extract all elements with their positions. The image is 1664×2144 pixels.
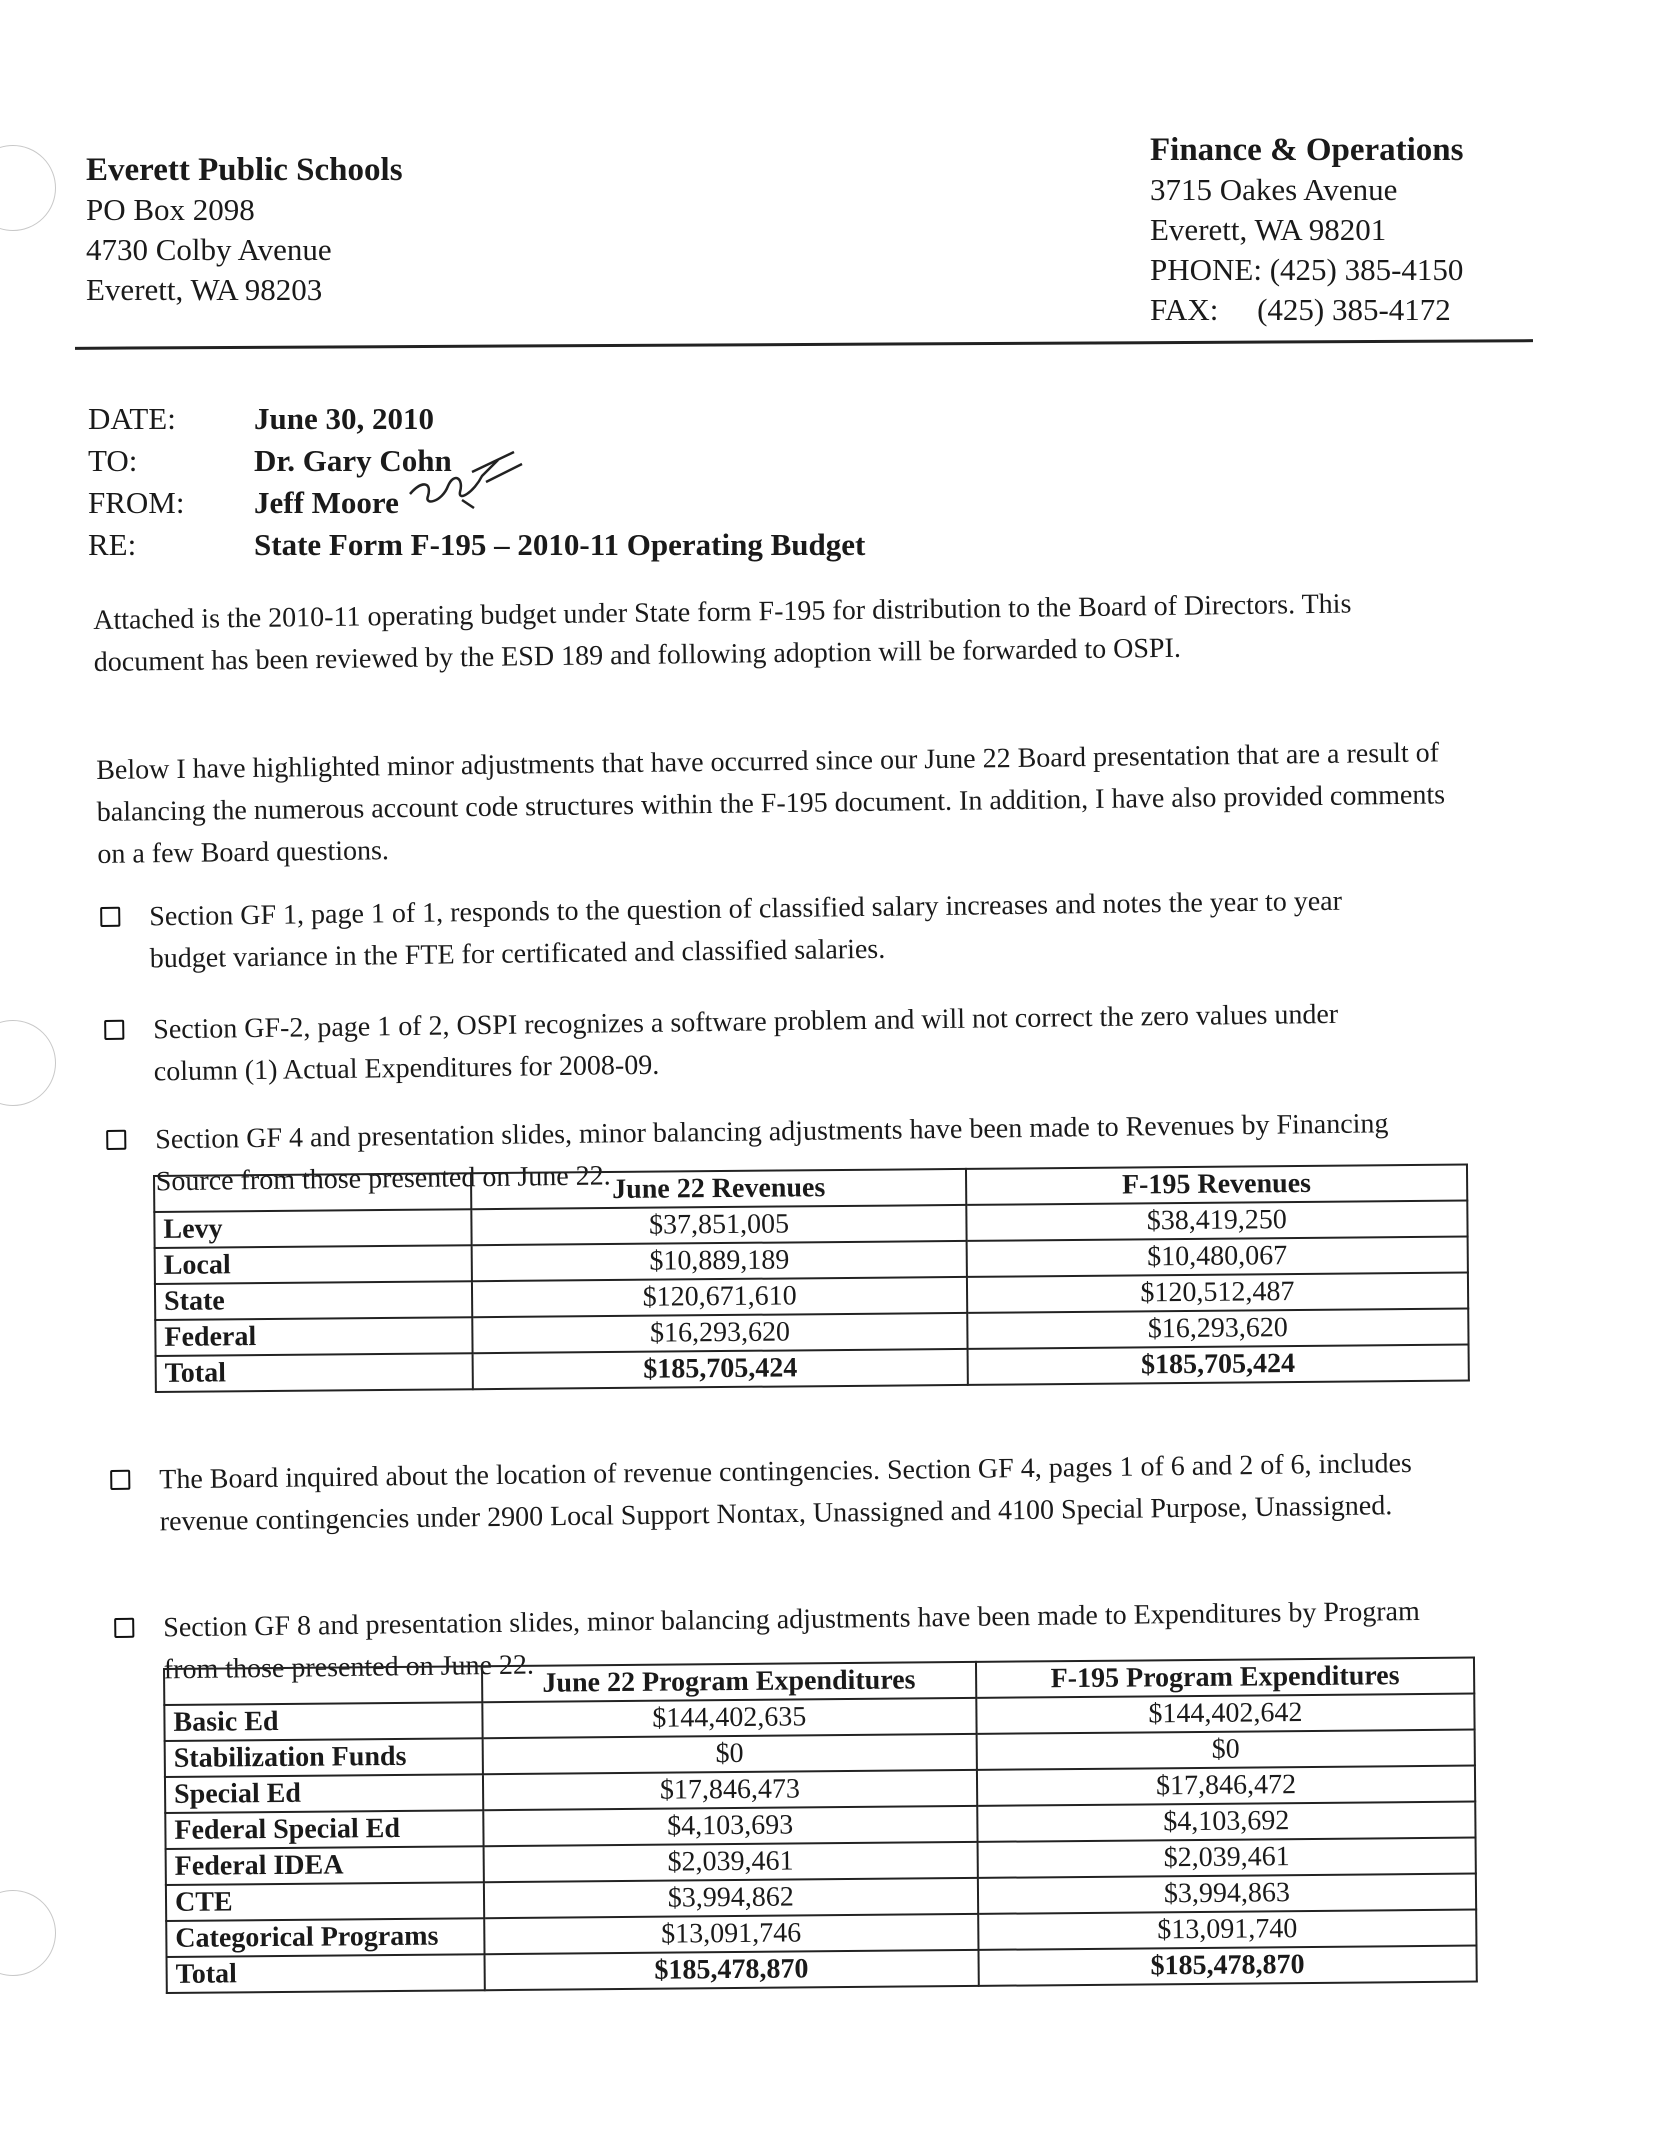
table-header-cell bbox=[154, 1173, 472, 1212]
intro-paragraph: Attached is the 2010-11 operating budget under State form F-195 for distribution to the Board of Directors. This document has been reviewed by the ESD 189 and following adoption will be forwarded to OSPI. bbox=[93, 588, 1352, 678]
checkbox-icon bbox=[106, 1130, 126, 1150]
address-line: 4730 Colby Avenue bbox=[86, 232, 332, 267]
sender-address-block bbox=[86, 150, 403, 310]
table-cell: $13,091,746 bbox=[484, 1914, 979, 1954]
bullet-item bbox=[104, 993, 1425, 1094]
table-cell: $13,091,740 bbox=[978, 1910, 1476, 1950]
row-label: State bbox=[155, 1281, 473, 1320]
checkbox-icon bbox=[100, 907, 120, 927]
table-cell: $0 bbox=[977, 1730, 1475, 1770]
row-label: Total bbox=[167, 1954, 485, 1993]
letterhead-divider bbox=[75, 339, 1533, 350]
table-cell: $16,293,620 bbox=[967, 1309, 1469, 1349]
table-cell: $185,705,424 bbox=[473, 1349, 968, 1389]
expenditure-table bbox=[163, 1657, 1478, 1994]
memo-date-row bbox=[88, 398, 865, 440]
checkbox-icon bbox=[114, 1618, 134, 1638]
hole-punch-bottom bbox=[0, 1890, 56, 1976]
bullet-text: Section GF 1, page 1 of 1, responds to the question of classified salary increases and notes the year to year budget variance in the FTE for certificated and classified salaries. bbox=[149, 885, 1343, 975]
adjustments-paragraph: Below I have highlighted minor adjustments that have occurred since our June 22 Board presentation that are a result of balancing the numerous account code structures within the F-195 document. In addition, I have also provided comments on a few Board questions. bbox=[96, 737, 1446, 870]
table-cell: $4,103,692 bbox=[977, 1802, 1475, 1842]
row-label: Federal bbox=[155, 1317, 473, 1356]
row-label: Stabilization Funds bbox=[165, 1738, 483, 1777]
bullet-item bbox=[110, 1443, 1431, 1544]
row-label: Federal Special Ed bbox=[165, 1810, 483, 1849]
row-label: Special Ed bbox=[165, 1774, 483, 1813]
memo-sender: Jeff Moore bbox=[254, 485, 399, 520]
table-cell: $10,889,189 bbox=[472, 1241, 967, 1281]
table-cell: $3,994,862 bbox=[484, 1878, 979, 1918]
phone-line: PHONE: (425) 385-4150 bbox=[1150, 252, 1464, 287]
memo-subject: State Form F-195 – 2010-11 Operating Budget bbox=[254, 527, 866, 562]
hole-punch-top bbox=[0, 145, 56, 231]
table-cell: $120,512,487 bbox=[967, 1273, 1469, 1313]
table-cell: $2,039,461 bbox=[483, 1842, 978, 1882]
hole-punch-middle bbox=[0, 1020, 56, 1106]
table-cell: $4,103,693 bbox=[483, 1806, 978, 1846]
table-cell: $10,480,067 bbox=[966, 1237, 1468, 1277]
table-cell: $37,851,005 bbox=[472, 1205, 967, 1245]
row-label: Categorical Programs bbox=[166, 1918, 484, 1957]
table-cell: $144,402,635 bbox=[482, 1698, 977, 1738]
table-cell: $3,994,863 bbox=[978, 1874, 1476, 1914]
table-header-cell: June 22 Revenues bbox=[471, 1169, 966, 1209]
row-label: Federal IDEA bbox=[166, 1846, 484, 1885]
department-address-block bbox=[1150, 130, 1463, 330]
address-line: Everett, WA 98203 bbox=[86, 272, 323, 307]
organization-name: Everett Public Schools bbox=[86, 152, 403, 188]
table-header-cell: June 22 Program Expenditures bbox=[482, 1662, 977, 1702]
address-line: 3715 Oakes Avenue bbox=[1150, 172, 1398, 207]
revenue-table bbox=[153, 1164, 1470, 1393]
memo-label: RE: bbox=[88, 527, 137, 562]
bullet-text: The Board inquired about the location of revenue contingencies. Section GF 4, pages 1 of 6 and 2 of 6, includes revenue contingencies under 2900 Local Support Nontax, Unassigned and 4100 Special Purpose, Unassigned. bbox=[159, 1447, 1413, 1538]
row-label: Local bbox=[155, 1245, 473, 1284]
table-header-cell: F-195 Revenues bbox=[966, 1165, 1468, 1205]
memo-label: FROM: bbox=[88, 485, 185, 520]
memo-date: June 30, 2010 bbox=[254, 401, 434, 436]
signature-initials bbox=[402, 442, 532, 514]
row-label: Basic Ed bbox=[164, 1702, 482, 1741]
table-cell: $185,478,870 bbox=[484, 1950, 979, 1990]
table-cell: $0 bbox=[482, 1734, 977, 1774]
table-cell: $17,846,473 bbox=[483, 1770, 978, 1810]
table-cell: $16,293,620 bbox=[473, 1313, 968, 1353]
table-header-cell: F-195 Program Expenditures bbox=[976, 1658, 1474, 1698]
table-cell: $185,478,870 bbox=[978, 1946, 1476, 1986]
row-label: CTE bbox=[166, 1882, 484, 1921]
table-cell: $17,846,472 bbox=[977, 1766, 1475, 1806]
table-cell: $2,039,461 bbox=[978, 1838, 1476, 1878]
row-label: Levy bbox=[154, 1209, 472, 1248]
bullet-text: Section GF-2, page 1 of 2, OSPI recognizes a software problem and will not correct the zero values under column (1) Actual Expenditures for 2008-09. bbox=[153, 998, 1339, 1088]
memo-re-row bbox=[88, 524, 865, 566]
memo-recipient: Dr. Gary Cohn bbox=[254, 443, 452, 478]
bullet-item bbox=[100, 880, 1421, 981]
table-cell: $38,419,250 bbox=[966, 1201, 1468, 1241]
checkbox-icon bbox=[110, 1470, 130, 1490]
checkbox-icon bbox=[104, 1020, 124, 1040]
department-name: Finance & Operations bbox=[1150, 132, 1464, 168]
table-cell: $144,402,642 bbox=[976, 1694, 1474, 1734]
row-label: Total bbox=[156, 1353, 474, 1392]
memo-label: DATE: bbox=[88, 401, 176, 436]
table-cell: $120,671,610 bbox=[472, 1277, 967, 1317]
table-header-cell bbox=[164, 1666, 482, 1705]
bullet-text: Section GF 8 and presentation slides, minor balancing adjustments have been made to Expenditures by Program from those presented on June 22. bbox=[163, 1595, 1420, 1686]
bullet-text: Section GF 4 and presentation slides, minor balancing adjustments have been made to Revenues by Financing Source from those presented on June 22. bbox=[155, 1108, 1389, 1198]
fax-line: FAX: (425) 385-4172 bbox=[1150, 292, 1451, 327]
memo-label: TO: bbox=[88, 443, 138, 478]
address-line: Everett, WA 98201 bbox=[1150, 212, 1387, 247]
address-line: PO Box 2098 bbox=[86, 192, 255, 227]
table-cell: $185,705,424 bbox=[967, 1345, 1469, 1385]
